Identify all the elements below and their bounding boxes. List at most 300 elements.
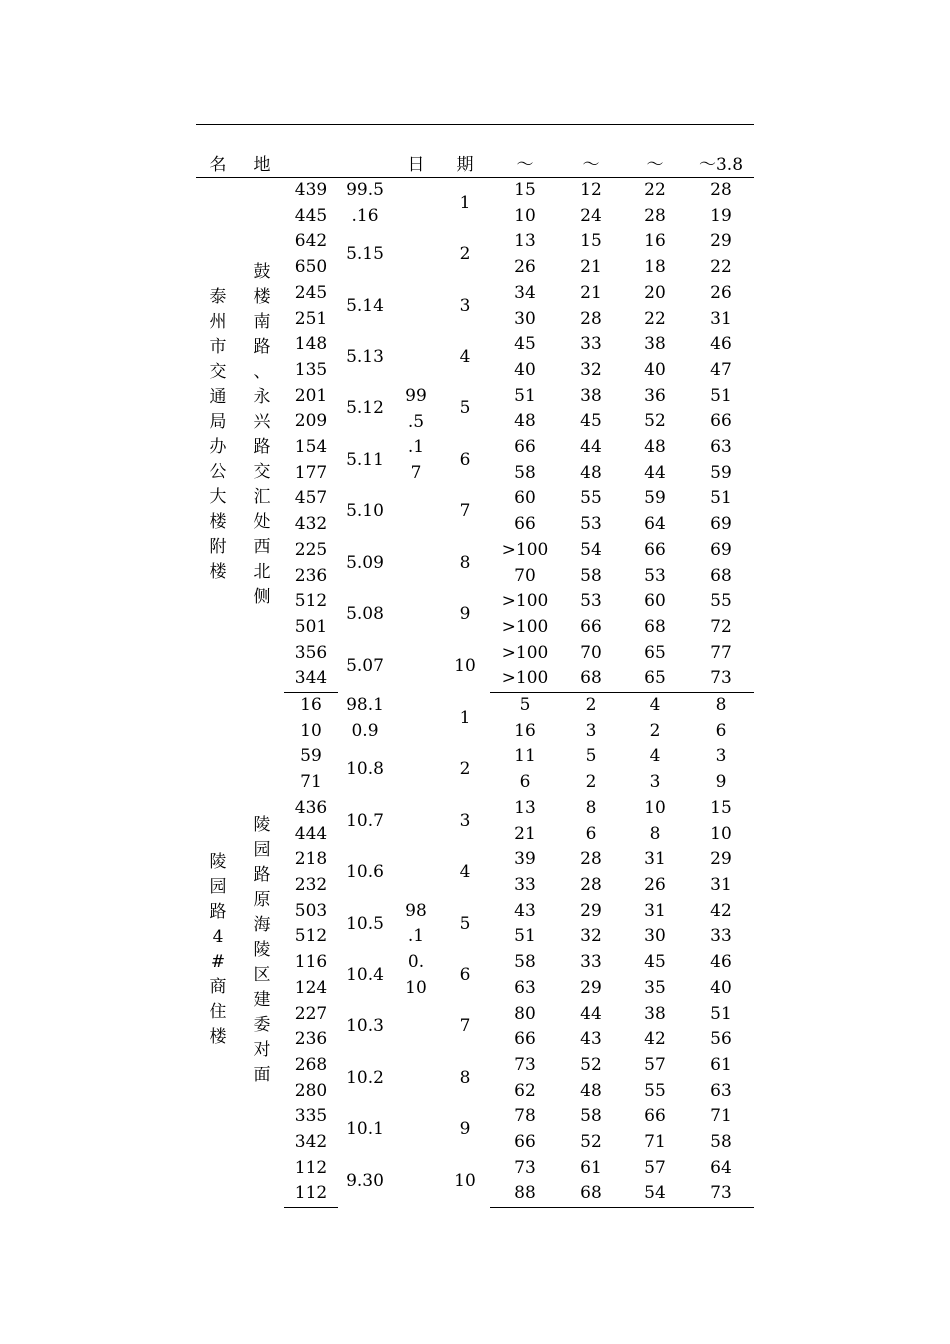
range-value-cell: 70 [514,565,536,586]
site-address-char: 侧 [253,587,271,608]
range-value-cell: 33 [710,926,732,947]
range-value-cell: 28 [580,849,602,870]
range-value-cell: 31 [644,849,666,870]
site-address-char: 永 [253,387,271,408]
site-address-char: 园 [253,839,271,860]
range-value-cell: 3 [715,746,727,767]
date-code-cell [338,1104,392,1155]
count-cell: 335 [294,1106,328,1127]
range-value-cell: 58 [580,1106,602,1127]
range-value-cell: >100 [501,642,549,663]
count-cell: 225 [294,539,328,560]
range-value-cell: 73 [514,1157,536,1178]
header-cell: ～ [490,125,560,178]
range-value-cell: 63 [710,437,732,458]
period-number-cell: 6 [459,449,471,470]
range-value-cell: 61 [580,1157,602,1178]
date-code-line: 5.12 [346,398,384,419]
site-name-char: 市 [209,337,227,358]
count-cell: 642 [294,231,328,252]
range-value-cell: 61 [710,1054,732,1075]
range-value-cell: 4 [649,746,661,767]
range-value-cell: 73 [688,666,754,692]
count-cell: 251 [294,308,328,329]
range-value-cell: 70 [580,642,602,663]
count-cell: 177 [294,462,328,483]
site-name-char: 4 [212,927,224,948]
count-cell: 236 [294,565,328,586]
date-code-cell [338,332,392,383]
date-code-cell [338,538,392,589]
date-code-cell [338,589,392,640]
range-value-cell: 64 [644,514,666,535]
period-number-cell: 10 [454,1170,476,1191]
range-value-cell: 3 [585,720,597,741]
count-cell: 112 [294,1157,328,1178]
site-address-char: 陵 [253,939,271,960]
range-value-cell: 6 [585,823,597,844]
site-address-char: 建 [253,989,271,1010]
site-name-char: 路 [209,902,227,923]
date-code-cell [338,1156,392,1208]
data-row [196,178,754,204]
date-code-cell [338,281,392,332]
site-name-char: 住 [209,1002,227,1023]
period-number-cell: 2 [459,244,471,265]
period-number-cell: 8 [459,1067,471,1088]
range-value-cell: 21 [514,823,536,844]
range-value-cell: 66 [644,539,666,560]
range-value-cell: 80 [514,1003,536,1024]
range-value-cell: 52 [580,1132,602,1153]
header-cell [338,125,392,178]
range-value-cell: 88 [490,1181,560,1207]
count-cell: 209 [294,411,328,432]
count-cell: 457 [294,488,328,509]
range-value-cell: 9 [715,772,727,793]
header-cell: 期 [440,125,490,178]
date-code-cell [338,641,392,693]
site-address-char: 路 [253,437,271,458]
date-line: .1 [407,437,425,458]
range-value-cell: 66 [514,437,536,458]
range-value-cell: 58 [514,952,536,973]
range-value-cell: 71 [644,1132,666,1153]
date-code-line: 99.5 [346,180,384,200]
site-address-char: 兴 [253,412,271,433]
date-code-cell [338,744,392,795]
date-code-line: 5.10 [346,501,384,522]
count-cell: 236 [294,1029,328,1050]
range-value-cell: 29 [710,849,732,870]
site-name-cell [196,693,240,1208]
date-code-line: 5.09 [346,552,384,573]
range-value-cell: 68 [644,616,666,637]
date-code-line: 5.07 [346,655,384,676]
range-value-cell: 55 [710,591,732,612]
count-cell: 154 [294,437,328,458]
site-name-char: 附 [209,537,227,558]
date-line: 0. [407,952,425,973]
range-value-cell: 65 [622,666,688,692]
site-address-char: 南 [253,312,271,333]
site-name-char: # [210,952,226,973]
range-value-cell: 46 [710,952,732,973]
site-name-char: 商 [209,977,227,998]
range-value-cell: 16 [514,720,536,741]
range-value-cell: 10 [514,205,536,226]
site-address-char: 鼓 [253,262,271,283]
count-cell: 342 [294,1132,328,1153]
site-address-char: 、 [253,362,271,383]
header-cell: ～ [622,125,688,178]
site-address-char: 西 [253,537,271,558]
header-cell: ～3.8 [688,125,754,178]
count-cell: 232 [294,874,328,895]
range-value-cell: 54 [622,1181,688,1207]
range-value-cell: 60 [514,488,536,509]
range-value-cell: 29 [580,977,602,998]
site-address-char: 面 [253,1064,271,1085]
range-value-cell: 22 [644,308,666,329]
period-number-cell: 1 [459,707,471,728]
site-address-char: 汇 [253,487,271,508]
date-line: 99 [405,385,427,406]
range-value-cell: 4 [649,695,661,716]
range-value-cell: 48 [644,437,666,458]
count-cell: 71 [300,772,322,793]
range-value-cell: 33 [580,952,602,973]
range-value-cell: 20 [644,282,666,303]
count-cell: 16 [300,695,322,716]
period-number-cell: 2 [459,759,471,780]
date-cell [392,178,440,693]
count-cell: 227 [294,1003,328,1024]
date-code-cell [338,899,392,950]
range-value-cell: 69 [710,539,732,560]
count-cell: 148 [294,334,328,355]
site-name-char: 楼 [209,1027,227,1048]
range-value-cell: 73 [514,1054,536,1075]
range-value-cell: 51 [514,385,536,406]
site-address-char: 路 [253,864,271,885]
date-line: .1 [407,926,425,947]
range-value-cell: 8 [715,695,727,716]
range-value-cell: 30 [644,926,666,947]
range-value-cell: 19 [710,205,732,226]
range-value-cell: 22 [644,180,666,200]
date-code-line: 10.8 [346,759,384,780]
site-name-char: 通 [209,387,227,408]
site-name-char: 泰 [209,287,227,308]
range-value-cell: 34 [514,282,536,303]
range-value-cell: 44 [644,462,666,483]
period-number-cell: 7 [459,1016,471,1037]
date-code-line: 10.2 [346,1067,384,1088]
range-value-cell: 32 [580,359,602,380]
header-cell: ～ [560,125,622,178]
range-value-cell: 29 [580,900,602,921]
range-value-cell: 36 [644,385,666,406]
range-value-cell: 40 [514,359,536,380]
date-code-line: 5.14 [346,295,384,316]
range-value-cell: 53 [580,591,602,612]
date-cell [392,693,440,1208]
range-value-cell: 78 [514,1106,536,1127]
date-code-line: 98.1 [346,694,384,715]
range-value-cell: 10 [710,823,732,844]
date-code-cell [338,847,392,898]
range-value-cell: 38 [644,334,666,355]
range-value-cell: >100 [501,616,549,637]
date-code-cell [338,384,392,435]
date-code-cell [338,486,392,537]
date-code-line: 9.30 [346,1170,384,1191]
count-cell: 356 [294,642,328,663]
range-value-cell: 28 [710,180,732,200]
date-code-line: 0.9 [351,720,379,741]
count-cell: 112 [284,1181,338,1207]
range-value-cell: 31 [710,874,732,895]
range-value-cell: 53 [580,514,602,535]
site-name-char: 园 [209,877,227,898]
range-value-cell: 64 [710,1157,732,1178]
range-value-cell: 22 [710,257,732,278]
range-value-cell: 24 [580,205,602,226]
date-line: .5 [407,411,425,432]
range-value-cell: 48 [580,462,602,483]
range-value-cell: 38 [644,1003,666,1024]
range-value-cell: 73 [688,1181,754,1207]
count-cell: 436 [294,797,328,818]
range-value-cell: 8 [585,797,597,818]
range-value-cell: 59 [644,488,666,509]
range-value-cell: 60 [644,591,666,612]
range-value-cell: 2 [585,695,597,716]
range-value-cell: 53 [644,565,666,586]
count-cell: 201 [294,385,328,406]
range-value-cell: 43 [580,1029,602,1050]
range-value-cell: 26 [710,282,732,303]
range-value-cell: 44 [580,1003,602,1024]
date-code-cell [338,229,392,280]
range-value-cell: 45 [514,334,536,355]
site-name-char: 楼 [209,512,227,533]
range-value-cell: 5 [585,746,597,767]
period-number-cell: 8 [459,552,471,573]
range-value-cell: 16 [644,231,666,252]
range-value-cell: 40 [710,977,732,998]
count-cell: 218 [294,849,328,870]
site-address-char: 北 [253,562,271,583]
range-value-cell: 58 [710,1132,732,1153]
range-value-cell: 51 [710,385,732,406]
site-address-char: 楼 [253,287,271,308]
site-address-char: 处 [253,512,271,533]
range-value-cell: 21 [580,282,602,303]
date-code-line: 10.3 [346,1016,384,1037]
range-value-cell: 71 [710,1106,732,1127]
range-value-cell: 31 [710,308,732,329]
date-code-line: 10.4 [346,964,384,985]
count-cell: 444 [294,823,328,844]
range-value-cell: 51 [514,926,536,947]
range-value-cell: 2 [649,720,661,741]
range-value-cell: 46 [710,334,732,355]
count-cell: 245 [294,282,328,303]
data-row [196,693,754,719]
site-address-char: 路 [253,337,271,358]
range-value-cell: 32 [580,926,602,947]
range-value-cell: 42 [644,1029,666,1050]
header-cell: 日 [392,125,440,178]
count-cell: 344 [284,666,338,692]
range-value-cell: 66 [514,1132,536,1153]
range-value-cell: 48 [580,1080,602,1101]
range-value-cell: 2 [585,772,597,793]
site-address-cell [240,178,284,693]
date-code-cell [338,950,392,1001]
range-value-cell: 66 [644,1106,666,1127]
site-name-cell [196,178,240,693]
range-value-cell: 55 [644,1080,666,1101]
site-address-char: 陵 [253,814,271,835]
range-value-cell: 68 [710,565,732,586]
range-value-cell: 38 [580,385,602,406]
site-address-char: 交 [253,462,271,483]
range-value-cell: 26 [644,874,666,895]
range-value-cell: 69 [710,514,732,535]
date-code-line: 10.1 [346,1119,384,1140]
range-value-cell: 12 [580,180,602,200]
range-value-cell: 63 [710,1080,732,1101]
range-value-cell: 40 [644,359,666,380]
site-address-char: 委 [253,1014,271,1035]
date-code-line: .16 [351,205,379,226]
period-number-cell: 5 [459,913,471,934]
date-code-cell [338,435,392,486]
site-address-cell [240,693,284,1208]
range-value-cell: 44 [580,437,602,458]
range-value-cell: 11 [514,746,536,767]
date-code-line: 10.5 [346,913,384,934]
range-value-cell: 65 [644,642,666,663]
period-number-cell: 5 [459,398,471,419]
count-cell: 512 [294,591,328,612]
period-number-cell: 1 [459,192,471,213]
site-address-char: 海 [253,914,271,935]
range-value-cell: 58 [580,565,602,586]
range-value-cell: 28 [644,205,666,226]
range-value-cell: 3 [649,772,661,793]
range-value-cell: 66 [580,616,602,637]
date-code-cell [338,1053,392,1104]
range-value-cell: 33 [580,334,602,355]
date-code-cell [338,796,392,847]
range-value-cell: 6 [715,720,727,741]
range-value-cell: 54 [580,539,602,560]
count-cell: 432 [294,514,328,535]
range-value-cell: 15 [710,797,732,818]
range-value-cell: 29 [710,231,732,252]
site-name-char: 州 [209,312,227,333]
range-value-cell: >100 [501,539,549,560]
range-value-cell: >100 [501,591,549,612]
range-value-cell: 35 [644,977,666,998]
range-value-cell: 39 [514,849,536,870]
range-value-cell: 30 [514,308,536,329]
range-value-cell: 21 [580,257,602,278]
range-value-cell: 57 [644,1054,666,1075]
site-name-char: 陵 [209,852,227,873]
range-value-cell: 66 [514,514,536,535]
count-cell: 512 [294,926,328,947]
count-cell: 10 [300,720,322,741]
site-name-char: 公 [209,462,227,483]
range-value-cell: 59 [710,462,732,483]
range-value-cell: 68 [560,1181,622,1207]
date-code-line: 5.13 [346,347,384,368]
range-value-cell: 45 [644,952,666,973]
range-value-cell: 51 [710,488,732,509]
period-number-cell: 6 [459,964,471,985]
site-name-char: 办 [209,437,227,458]
range-value-cell: 55 [580,488,602,509]
range-value-cell: 28 [580,874,602,895]
count-cell: 439 [294,180,328,200]
period-number-cell: 9 [459,1119,471,1140]
range-value-cell: 47 [710,359,732,380]
site-name-char: 楼 [209,562,227,583]
period-number-cell: 7 [459,501,471,522]
site-address-char: 对 [253,1039,271,1060]
site-name-char: 交 [209,362,227,383]
count-cell: 124 [294,977,328,998]
site-name-char: 局 [209,412,227,433]
count-cell: 59 [300,746,322,767]
header-cell: 地 [240,125,284,178]
range-value-cell: 51 [710,1003,732,1024]
period-number-cell: 4 [459,347,471,368]
count-cell: 445 [294,205,328,226]
range-value-cell: 8 [649,823,661,844]
range-value-cell: 57 [644,1157,666,1178]
range-value-cell: 48 [514,411,536,432]
date-line: 10 [405,977,427,998]
header-cell: 名 [196,125,240,178]
range-value-cell: 63 [514,977,536,998]
range-value-cell: 42 [710,900,732,921]
range-value-cell: 52 [580,1054,602,1075]
range-value-cell: 10 [644,797,666,818]
range-value-cell: 52 [644,411,666,432]
date-code-line: 10.6 [346,862,384,883]
range-value-cell: 13 [514,231,536,252]
range-value-cell: 31 [644,900,666,921]
period-number-cell: 9 [459,604,471,625]
range-value-cell: 18 [644,257,666,278]
count-cell: 268 [294,1054,328,1075]
count-cell: 116 [294,952,328,973]
date-code-line: 5.08 [346,604,384,625]
date-line: 7 [410,462,422,483]
count-cell: 650 [294,257,328,278]
range-value-cell: 6 [519,772,531,793]
range-value-cell: >100 [490,666,560,692]
site-address-char: 区 [253,964,271,985]
range-value-cell: 68 [560,666,622,692]
range-value-cell: 26 [514,257,536,278]
